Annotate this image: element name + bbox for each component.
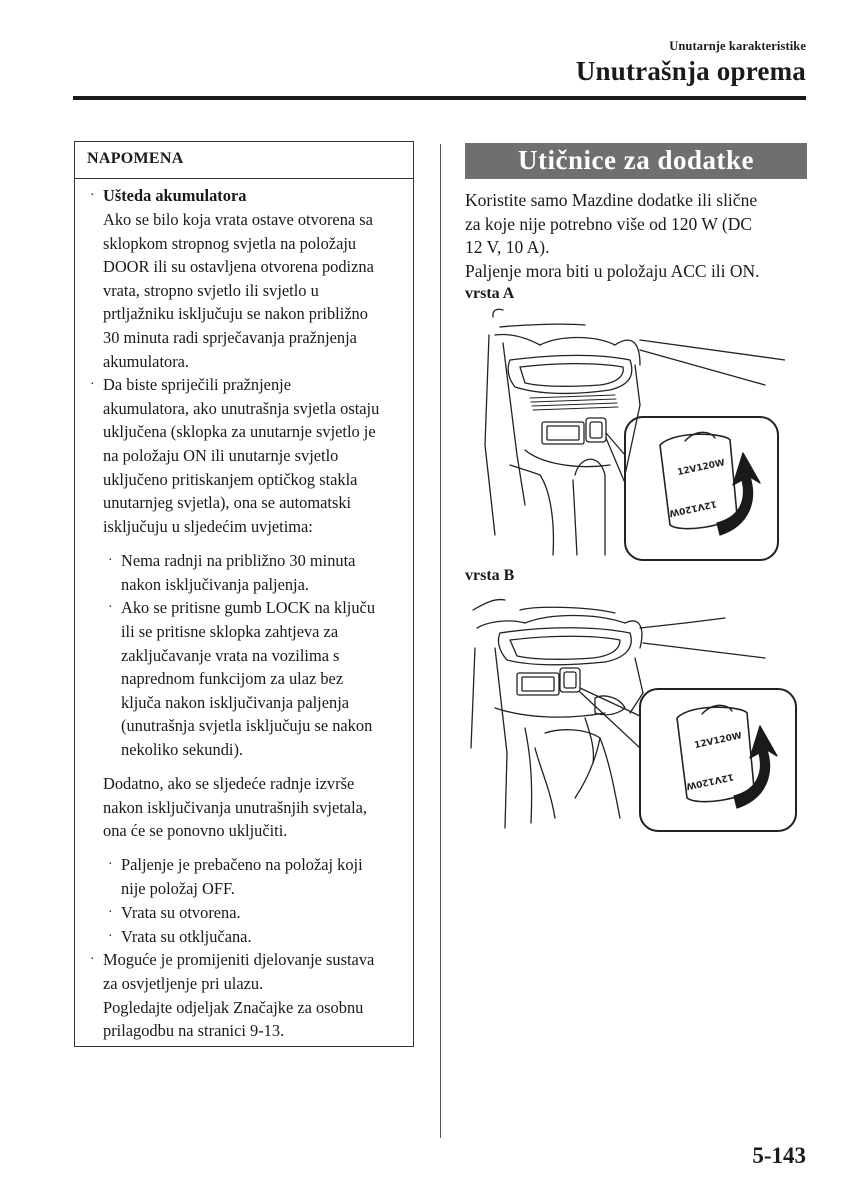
accessory-socket-figure-b — [465, 588, 807, 838]
note-line: uključeno pritiskanjem optičkog stakla — [103, 470, 358, 489]
note-line: nakon isključivanja unutrašnjih svjetala, — [103, 798, 368, 817]
note-line: sklopkom stropnog svjetla na položaju — [103, 234, 357, 253]
note-line: Vrata su otvorena. — [121, 903, 241, 922]
column-divider — [440, 144, 441, 1138]
bullet-icon: · — [108, 600, 113, 615]
accessory-socket-figure-a — [465, 305, 785, 565]
note-line: 30 minuta radi sprječavanja pražnjenja — [103, 328, 357, 347]
section-header: Unutrašnja oprema — [575, 56, 806, 86]
bullet-icon: · — [108, 857, 113, 872]
bullet-icon: · — [108, 905, 113, 920]
note-subheading: Ušteda akumulatora — [103, 186, 247, 205]
bullet-icon: · — [90, 188, 95, 203]
note-line: Pogledajte odjeljak Značajke za osobnu — [103, 998, 364, 1017]
page-number: 5-143 — [752, 1143, 806, 1168]
note-line: Dodatno, ako se sljedeće radnje izvrše — [103, 774, 355, 793]
note-line: nakon isključivanja paljenja. — [121, 575, 309, 594]
note-title: NAPOMENA — [87, 150, 184, 167]
note-line: za osvjetljenje pri ulazu. — [103, 974, 264, 993]
note-header — [75, 142, 413, 179]
header-rule — [73, 96, 806, 100]
bullet-icon: · — [108, 929, 113, 944]
note-line: Ako se pritisne gumb LOCK na ključu — [121, 598, 376, 617]
note-line: ili se pritisne sklopka zahtjeva za — [121, 622, 339, 641]
cap-label-top: 12V120W — [693, 731, 743, 752]
type-a-label: vrsta A — [465, 285, 515, 302]
note-line: naprednom funkcijom za ulaz bez — [121, 669, 344, 688]
note-line: prtljažniku isključuju se nakon približno — [103, 304, 368, 323]
note-line: nije položaj OFF. — [121, 879, 235, 898]
note-line: vrata, stropno svjetlo ili svjetlo u — [103, 281, 319, 300]
note-line: prilagodbu na stranici 9-13. — [103, 1021, 285, 1040]
bullet-icon: · — [90, 952, 95, 967]
note-line: uključena (sklopka za unutarnje svjetlo je — [103, 422, 376, 441]
note-line: Moguće je promijeniti djelovanje sustava — [103, 950, 375, 969]
body-line: 12 V, 10 A). — [465, 237, 550, 257]
chapter-title: Unutarnje karakteristike — [669, 39, 806, 53]
note-line: Nema radnji na približno 30 minuta — [121, 551, 356, 570]
section-title: Utičnice za dodatke — [518, 145, 754, 175]
body-line: Koristite samo Mazdine dodatke ili slične — [465, 190, 758, 210]
section-title-bar — [465, 143, 807, 179]
note-line: unutarnjeg svjetla), ona se automatski — [103, 493, 352, 512]
note-line: isključuju u sljedećim uvjetima: — [103, 517, 313, 536]
cap-label-bottom: 12V120W — [668, 497, 718, 518]
body-line: za koje nije potrebno više od 120 W (DC — [465, 214, 753, 234]
note-line: ona će se ponovno uključiti. — [103, 821, 288, 840]
cap-label-bottom: 12V120W — [685, 770, 735, 791]
note-line: akumulatora, ako unutrašnja svjetla ostaju — [103, 399, 380, 418]
note-line: Vrata su otključana. — [121, 927, 252, 946]
cap-label-top: 12V120W — [676, 458, 726, 479]
bullet-icon: · — [108, 553, 113, 568]
note-line: na položaju ON ili unutarnje svjetlo — [103, 446, 339, 465]
note-line: Paljenje je prebačeno na položaj koji — [121, 855, 363, 874]
bullet-icon: · — [90, 377, 95, 392]
note-line: zaključavanje vrata na vozilima s — [121, 646, 340, 665]
type-b-label: vrsta B — [465, 567, 515, 584]
note-line: DOOR ili su ostavljena otvorena podizna — [103, 257, 374, 276]
note-line: Ako se bilo koja vrata ostave otvorena sa — [103, 210, 373, 229]
note-line: ključa nakon isključivanja paljenja — [121, 693, 350, 712]
body-line: Paljenje mora biti u položaju ACC ili ON. — [465, 261, 760, 281]
note-line: nekoliko sekundi). — [121, 740, 244, 759]
note-line: (unutrašnja svjetla isključuju se nakon — [121, 716, 373, 735]
note-line: Da biste spriječili pražnjenje — [103, 375, 291, 394]
note-line: akumulatora. — [103, 352, 190, 371]
